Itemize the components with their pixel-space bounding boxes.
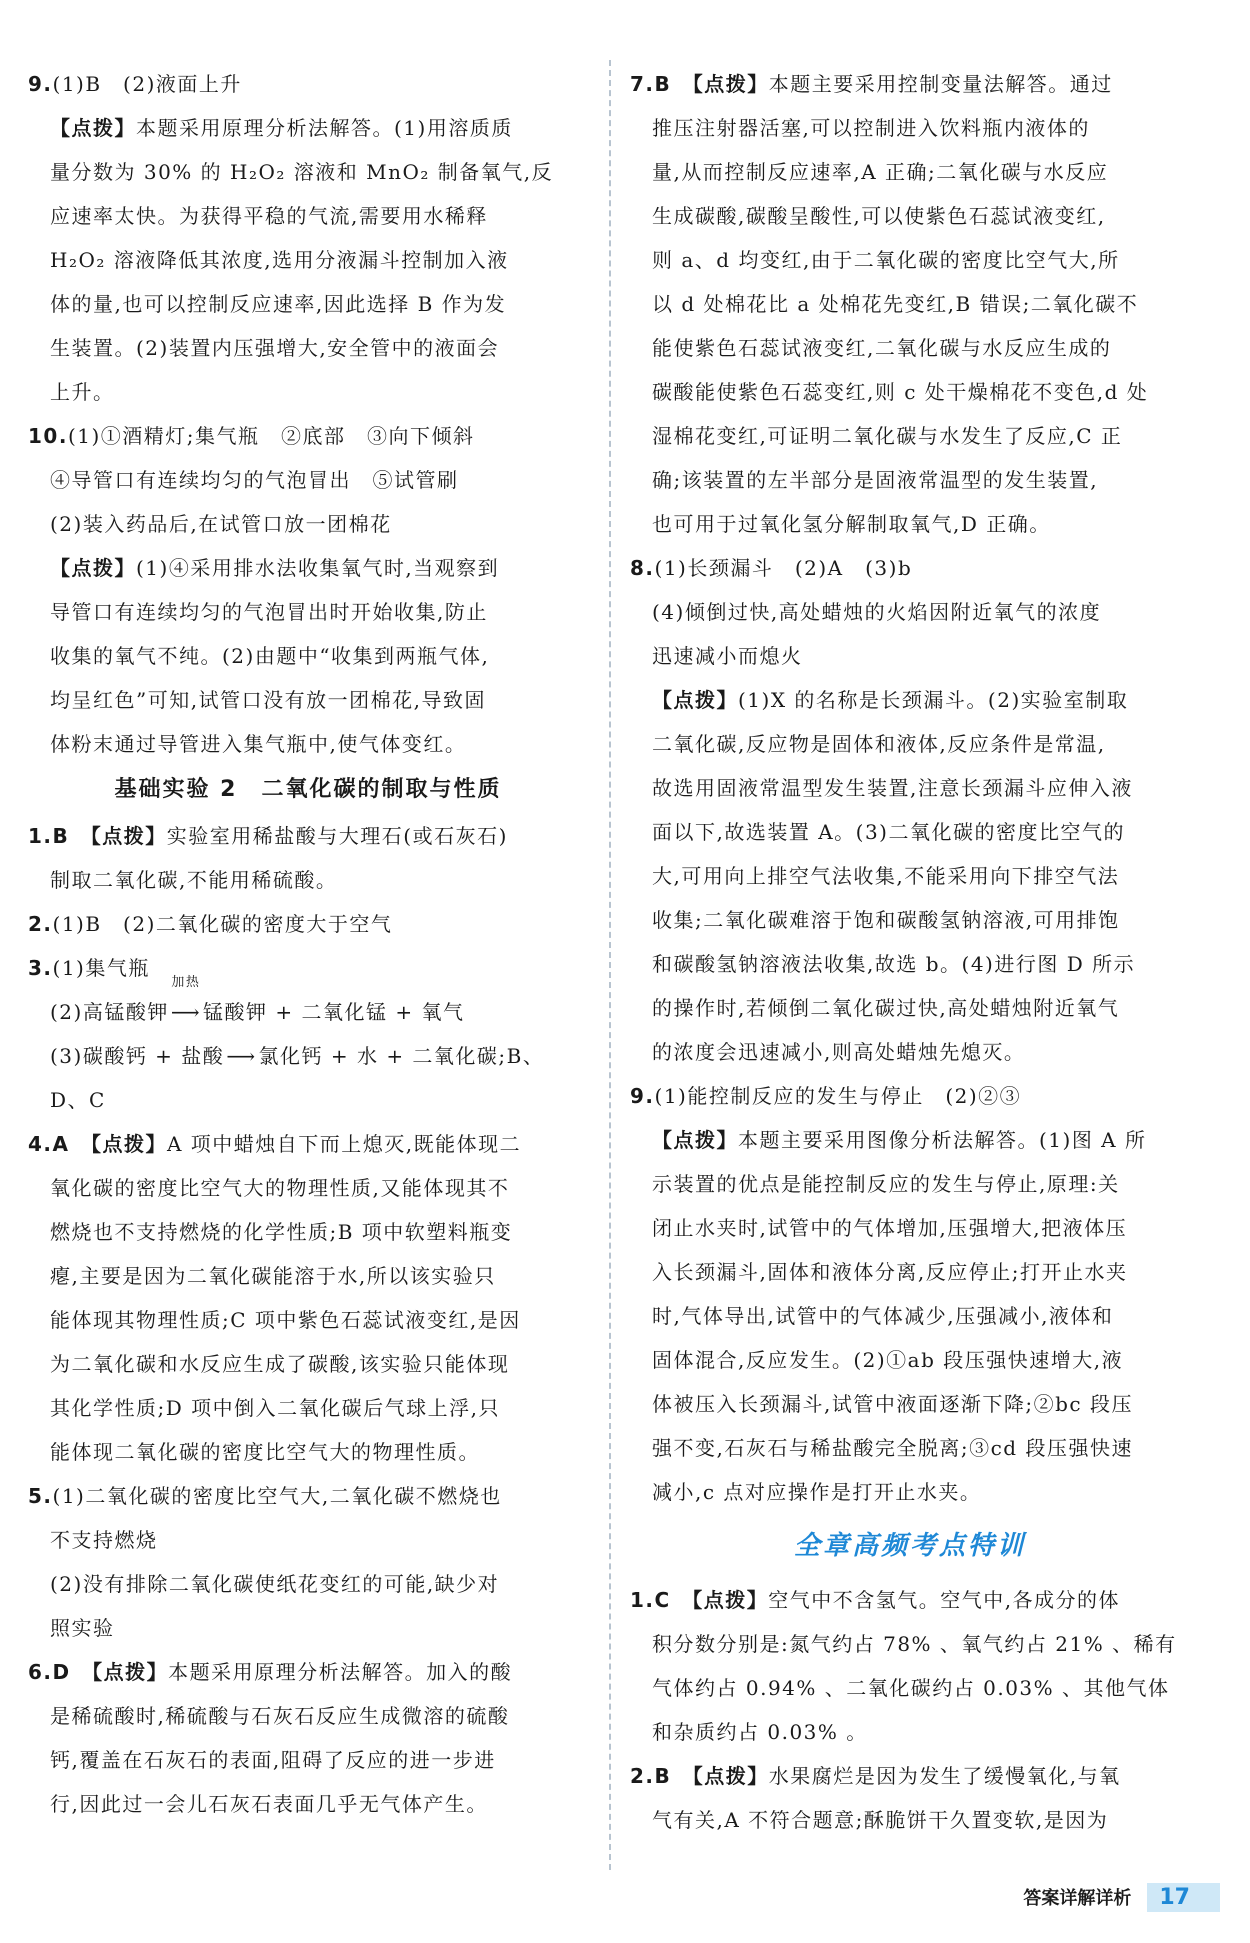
explanation-line: 湿棉花变红,可证明二氧化碳与水发生了反应,C 正 xyxy=(652,424,1123,448)
explanation-line: 故选用固液常温型发生装置,注意长颈漏斗应伸入液 xyxy=(652,776,1133,800)
answer-item-9 xyxy=(28,62,588,414)
answer-letter: A xyxy=(52,1132,70,1156)
explanation-line: 确;该装置的左半部分是固液常温型的发生装置, xyxy=(652,468,1099,492)
explanation-line: H₂O₂ 溶液降低其浓度,选用分液漏斗控制加入液 xyxy=(50,248,509,272)
explanation-line: 二氧化碳,反应物是固体和液体,反应条件是常温, xyxy=(652,732,1106,756)
explanation-line: 积分数分别是:氮气约占 78% 、氧气约占 21% 、稀有 xyxy=(652,1632,1177,1656)
answer-text: 不支持燃烧 xyxy=(50,1528,158,1552)
explanation-line: 强不变,石灰石与稀盐酸完全脱离;③cd 段压强快速 xyxy=(652,1436,1133,1460)
answer-text: (1)①酒精灯;集气瓶 ②底部 ③向下倾斜 xyxy=(67,424,475,448)
explanation-line: 体的量,也可以控制反应速率,因此选择 B 作为发 xyxy=(50,292,507,316)
hint-tag: 【点拨】 xyxy=(652,688,738,712)
answer-text: (4)倾倒过快,高处蜡烛的火焰因附近氧气的浓度 xyxy=(652,600,1102,624)
explanation-line: (1)X 的名称是长颈漏斗。(2)实验室制取 xyxy=(738,688,1129,712)
item-number: 7. xyxy=(630,72,655,96)
item-number: 10. xyxy=(28,424,68,448)
explanation-line: 瘪,主要是因为二氧化碳能溶于水,所以该实验只 xyxy=(50,1264,496,1288)
explanation-line: 入长颈漏斗,固体和液体分离,反应停止;打开止水夹 xyxy=(652,1260,1128,1284)
explanation-line: 和碳酸氢钠溶液法收集,故选 b。(4)进行图 D 所示 xyxy=(652,952,1136,976)
answer-text: (2)没有排除二氧化碳使纸花变红的可能,缺少对 xyxy=(50,1572,500,1596)
explanation-line: 能体现其物理性质;C 项中紫色石蕊试液变红,是因 xyxy=(50,1308,521,1332)
explanation-line: 为二氧化碳和水反应生成了碳酸,该实验只能体现 xyxy=(50,1352,510,1376)
item-number: 9. xyxy=(630,1084,655,1108)
chapter-title: 全章高频考点特训 xyxy=(793,1531,1026,1561)
left-column xyxy=(28,62,588,1826)
answer-text: (1)B (2)液面上升 xyxy=(52,72,242,96)
explanation-line: 时,气体导出,试管中的气体减少,压强减小,液体和 xyxy=(652,1304,1114,1328)
explanation-line: 是稀硫酸时,稀硫酸与石灰石反应生成微溶的硫酸 xyxy=(50,1704,510,1728)
explanation-line: 行,因此过一会儿石灰石表面几乎无气体产生。 xyxy=(50,1792,488,1816)
explanation-line: 量,从而控制反应速率,A 正确;二氧化碳与水反应 xyxy=(652,160,1109,184)
hint-tag: 【点拨】 xyxy=(90,824,167,848)
item-number: 1. xyxy=(28,824,53,848)
explanation-line: 其化学性质;D 项中倒入二氧化碳后气球上浮,只 xyxy=(50,1396,500,1420)
answer-text: (1)能控制反应的发生与停止 (2)②③ xyxy=(654,1084,1022,1108)
explanation-line: 量分数为 30% 的 H₂O₂ 溶液和 MnO₂ 制备氧气,反 xyxy=(50,160,554,184)
explanation-line: 生成碳酸,碳酸呈酸性,可以使紫色石蕊试液变红, xyxy=(652,204,1106,228)
explanation-line: 水果腐烂是因为发生了缓慢氧化,与氧 xyxy=(768,1764,1121,1788)
product: 锰酸钾 + 二氧化锰 + 氧气 xyxy=(203,1000,465,1024)
explanation-line: 以 d 处棉花比 a 处棉花先变红,B 错误;二氧化碳不 xyxy=(652,292,1139,316)
item-number: 4. xyxy=(28,1132,53,1156)
explanation-line: 减小,c 点对应操作是打开止水夹。 xyxy=(652,1480,982,1504)
explanation-line: 收集的氧气不纯。(2)由题中“收集到两瓶气体, xyxy=(50,644,490,668)
hint-tag: 【点拨】 xyxy=(652,1128,738,1152)
reaction-equation-1 xyxy=(28,975,588,1034)
item-number: 3. xyxy=(28,956,53,980)
answer-text: 照实验 xyxy=(50,1616,115,1640)
answer-item-3 xyxy=(28,946,588,1122)
answer-text: (1)二氧化碳的密度比空气大,二氧化碳不燃烧也 xyxy=(52,1484,502,1508)
explanation-line: 生装置。(2)装置内压强增大,安全管中的液面会 xyxy=(50,336,500,360)
explanation-line: 收集;二氧化碳难溶于饱和碳酸氢钠溶液,可用排饱 xyxy=(652,908,1120,932)
answer-letter: B xyxy=(654,1764,672,1788)
reactant: (3)碳酸钙 + 盐酸 xyxy=(50,1044,225,1068)
explanation-line: 碳酸能使紫色石蕊变红,则 c 处干燥棉花不变色,d 处 xyxy=(652,380,1149,404)
section-title: 基础实验 2 二氧化碳的制取与性质 xyxy=(114,777,502,802)
explanation-line: (1)④采用排水法收集氧气时,当观察到 xyxy=(136,556,500,580)
page-footer xyxy=(1023,1877,1220,1917)
item-number: 6. xyxy=(28,1660,53,1684)
answer-letter: B xyxy=(52,824,70,848)
answer-text: 迅速减小而熄火 xyxy=(652,644,803,668)
explanation-line: 空气中不含氢气。空气中,各成分的体 xyxy=(768,1588,1121,1612)
hint-tag: 【点拨】 xyxy=(692,72,769,96)
explanation-line: 推压注射器活塞,可以控制进入饮料瓶内液体的 xyxy=(652,116,1090,140)
explanation-line: 本题采用原理分析法解答。(1)用溶质质 xyxy=(136,116,513,140)
answer-text: (1)长颈漏斗 (2)A (3)b xyxy=(654,556,913,580)
explanation-line: 制取二氧化碳,不能用稀硫酸。 xyxy=(50,868,338,892)
explanation-line: 的浓度会迅速减小,则高处蜡烛先熄灭。 xyxy=(652,1040,1026,1064)
answer-item-9-right xyxy=(630,1074,1190,1514)
answer-text: D、C xyxy=(50,1088,106,1112)
explanation-line: 气有关,A 不符合题意;酥脆饼干久置变软,是因为 xyxy=(652,1808,1109,1832)
explanation-line: 面以下,故选装置 A。(3)二氧化碳的密度比空气的 xyxy=(652,820,1125,844)
column-divider xyxy=(609,60,611,1870)
explanation-line: A 项中蜡烛自下而上熄灭,既能体现二 xyxy=(167,1132,522,1156)
answer-item-10 xyxy=(28,414,588,766)
answer-item-6 xyxy=(28,1650,588,1826)
explanation-line: 的操作时,若倾倒二氧化碳过快,高处蜡烛附近氧气 xyxy=(652,996,1120,1020)
page-number: 17 xyxy=(1147,1883,1220,1912)
explanation-line: 钙,覆盖在石灰石的表面,阻碍了反应的进一步进 xyxy=(50,1748,496,1772)
item-number: 2. xyxy=(630,1764,655,1788)
answer-item-7 xyxy=(630,62,1190,546)
explanation-line: 燃烧也不支持燃烧的化学性质;B 项中软塑料瓶变 xyxy=(50,1220,513,1244)
answer-item-2 xyxy=(28,902,588,946)
explanation-line: 上升。 xyxy=(50,380,115,404)
answer-item-c1 xyxy=(630,1578,1190,1754)
answer-letter: C xyxy=(654,1588,671,1612)
item-number: 1. xyxy=(630,1588,655,1612)
explanation-line: 导管口有连续均匀的气泡冒出时开始收集,防止 xyxy=(50,600,488,624)
answer-text: ④导管口有连续均匀的气泡冒出 ⑤试管刷 xyxy=(50,468,459,492)
explanation-line: 固体混合,反应发生。(2)①ab 段压强快速增大,液 xyxy=(652,1348,1124,1372)
answer-item-1 xyxy=(28,814,588,902)
right-column xyxy=(630,62,1190,1842)
explanation-line: 本题采用原理分析法解答。加入的酸 xyxy=(168,1660,513,1684)
item-number: 8. xyxy=(630,556,655,580)
answer-item-5 xyxy=(28,1474,588,1650)
answer-item-c2 xyxy=(630,1754,1190,1842)
item-number: 5. xyxy=(28,1484,53,1508)
footer-label: 答案详解详析 xyxy=(1023,1888,1132,1909)
explanation-line: 体粉末通过导管进入集气瓶中,使气体变红。 xyxy=(50,732,467,756)
explanation-line: 则 a、d 均变红,由于二氧化碳的密度比空气大,所 xyxy=(652,248,1120,272)
answer-item-8 xyxy=(630,546,1190,1074)
explanation-line: 氧化碳的密度比空气大的物理性质,又能体现其不 xyxy=(50,1176,510,1200)
explanation-line: 也可用于过氧化氢分解制取氧气,D 正确。 xyxy=(652,512,1051,536)
explanation-line: 气体约占 0.94% 、二氧化碳约占 0.03% 、其他气体 xyxy=(652,1676,1170,1700)
answer-text: (1)B (2)二氧化碳的密度大于空气 xyxy=(52,912,393,936)
product: 氯化钙 + 水 + 二氧化碳;B、 xyxy=(258,1044,545,1068)
hint-tag: 【点拨】 xyxy=(692,1764,769,1788)
hint-tag: 【点拨】 xyxy=(50,556,136,580)
explanation-line: 能使紫色石蕊试液变红,二氧化碳与水反应生成的 xyxy=(652,336,1112,360)
explanation-line: 闭止水夹时,试管中的气体增加,压强增大,把液体压 xyxy=(652,1216,1128,1240)
explanation-line: 本题主要采用图像分析法解答。(1)图 A 所 xyxy=(738,1128,1147,1152)
answer-item-4 xyxy=(28,1122,588,1474)
explanation-line: 体被压入长颈漏斗,试管中液面逐渐下降;②bc 段压 xyxy=(652,1392,1133,1416)
explanation-line: 均呈红色”可知,试管口没有放一团棉花,导致固 xyxy=(50,688,486,712)
explanation-line: 实验室用稀盐酸与大理石(或石灰石) xyxy=(166,824,508,848)
hint-tag: 【点拨】 xyxy=(692,1588,769,1612)
explanation-line: 应速率太快。为获得平稳的气流,需要用水稀释 xyxy=(50,204,488,228)
explanation-line: 示装置的优点是能控制反应的发生与停止,原理:关 xyxy=(652,1172,1120,1196)
explanation-line: 能体现二氧化碳的密度比空气大的物理性质。 xyxy=(50,1440,480,1464)
reaction-arrow: 加热 ⟶ xyxy=(170,975,202,1024)
reaction-arrow: ⟶ xyxy=(226,1044,257,1068)
answer-letter: B xyxy=(654,72,672,96)
explanation-line: 本题主要采用控制变量法解答。通过 xyxy=(768,72,1113,96)
explanation-line: 大,可用向上排空气法收集,不能采用向下排空气法 xyxy=(652,864,1120,888)
reaction-condition: 加热 xyxy=(171,975,201,990)
reaction-equation-2 xyxy=(28,1034,588,1078)
item-number: 2. xyxy=(28,912,53,936)
hint-tag: 【点拨】 xyxy=(91,1132,167,1156)
hint-tag: 【点拨】 xyxy=(50,116,136,140)
answer-text: (1)集气瓶 xyxy=(52,956,150,980)
explanation-line: 和杂质约占 0.03% 。 xyxy=(652,1720,868,1744)
item-number: 9. xyxy=(28,72,53,96)
reactant: (2)高锰酸钾 xyxy=(50,1000,169,1024)
hint-tag: 【点拨】 xyxy=(92,1660,169,1684)
answer-letter: D xyxy=(52,1660,71,1684)
answer-text: (2)装入药品后,在试管口放一团棉花 xyxy=(50,512,392,536)
